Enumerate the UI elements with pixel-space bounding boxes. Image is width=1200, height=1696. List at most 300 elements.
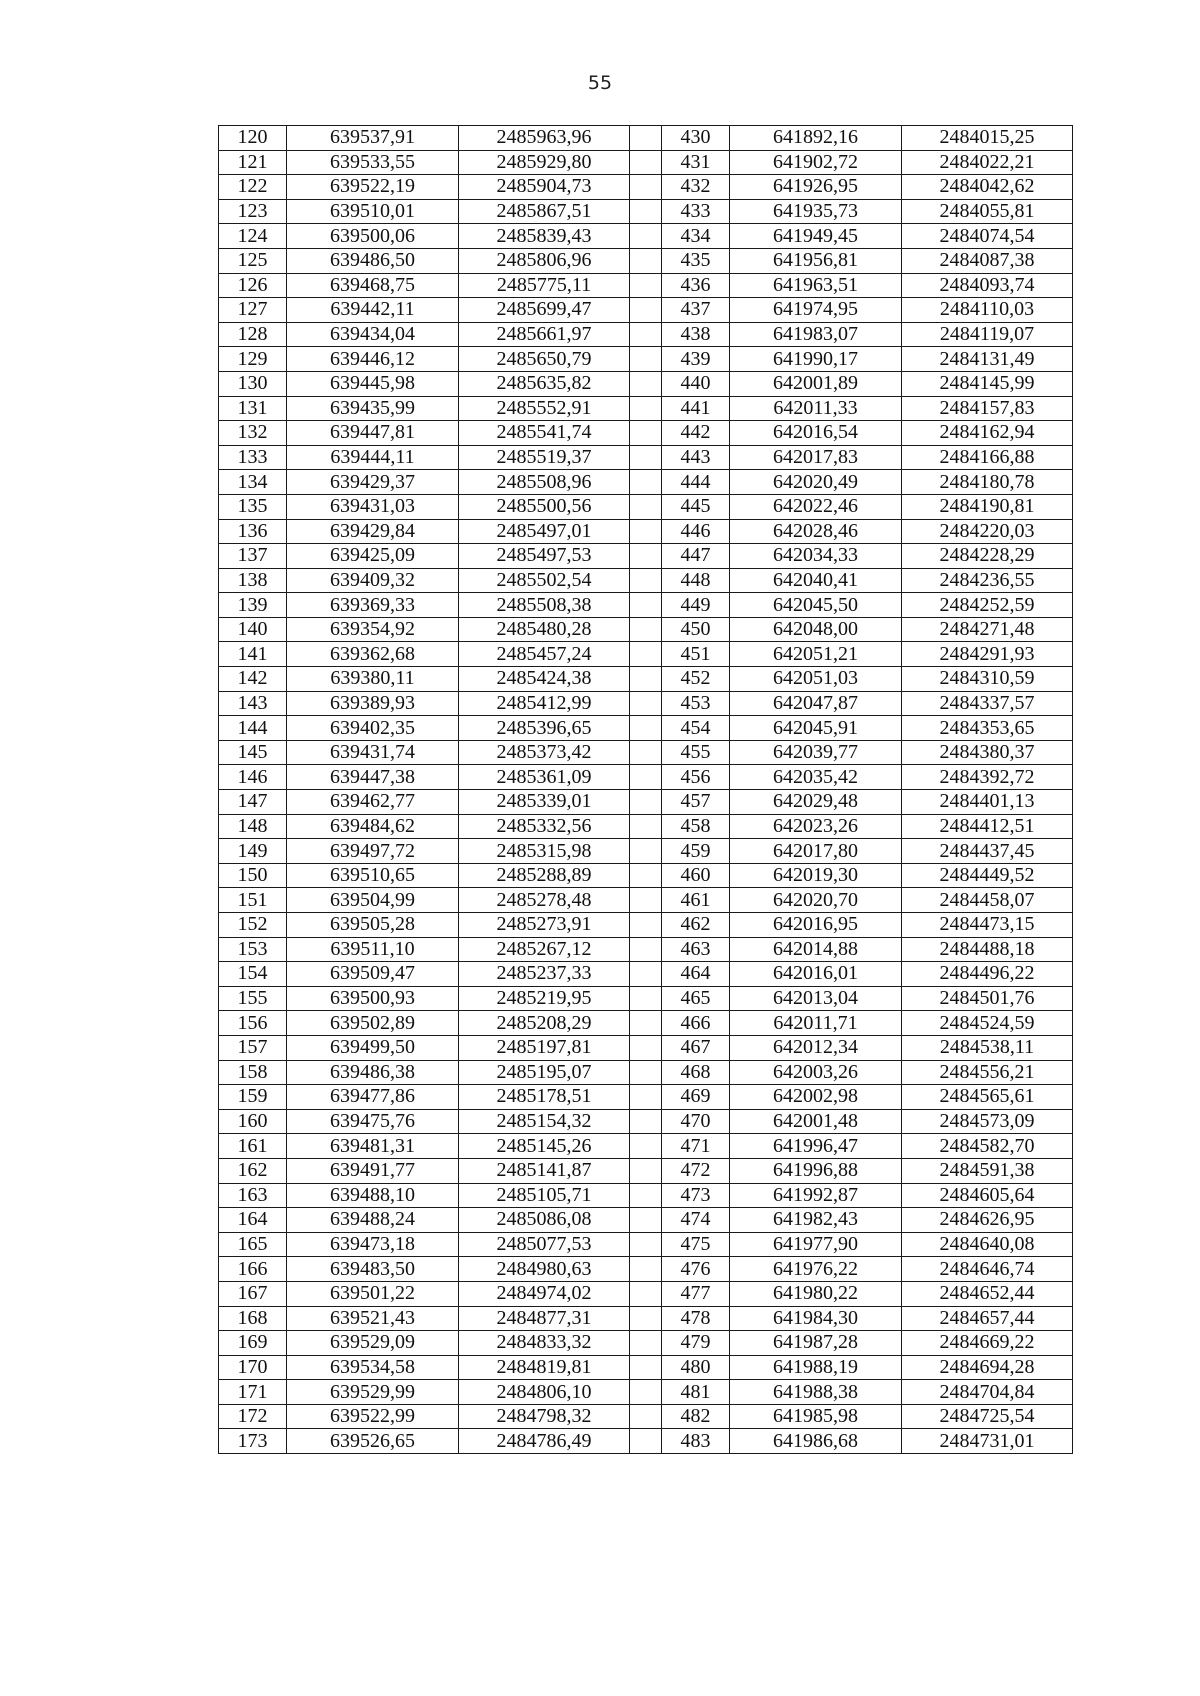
column-gap-cell (630, 322, 662, 347)
left-x-coordinate-cell: 639522,19 (287, 175, 459, 200)
left-x-coordinate-cell: 639446,12 (287, 347, 459, 372)
right-x-coordinate-cell: 642047,87 (730, 691, 902, 716)
left-y-coordinate-cell: 2485929,80 (459, 150, 630, 175)
left-point-number-cell: 160 (219, 1109, 287, 1134)
left-y-coordinate-cell: 2485197,81 (459, 1035, 630, 1060)
right-y-coordinate-cell: 2484380,37 (902, 740, 1073, 765)
column-gap-cell (630, 445, 662, 470)
right-y-coordinate-cell: 2484437,45 (902, 839, 1073, 864)
right-x-coordinate-cell: 641988,19 (730, 1355, 902, 1380)
left-y-coordinate-cell: 2485412,99 (459, 691, 630, 716)
right-y-coordinate-cell: 2484646,74 (902, 1257, 1073, 1282)
right-x-coordinate-cell: 641987,28 (730, 1331, 902, 1356)
left-point-number-cell: 169 (219, 1331, 287, 1356)
right-y-coordinate-cell: 2484353,65 (902, 716, 1073, 741)
right-x-coordinate-cell: 641984,30 (730, 1306, 902, 1331)
right-point-number-cell: 435 (662, 248, 730, 273)
right-x-coordinate-cell: 642017,80 (730, 839, 902, 864)
right-y-coordinate-cell: 2484190,81 (902, 494, 1073, 519)
left-point-number-cell: 146 (219, 765, 287, 790)
column-gap-cell (630, 1331, 662, 1356)
left-y-coordinate-cell: 2485519,37 (459, 445, 630, 470)
right-point-number-cell: 457 (662, 790, 730, 815)
left-y-coordinate-cell: 2485195,07 (459, 1060, 630, 1085)
right-point-number-cell: 468 (662, 1060, 730, 1085)
right-y-coordinate-cell: 2484162,94 (902, 421, 1073, 446)
right-y-coordinate-cell: 2484556,21 (902, 1060, 1073, 1085)
right-x-coordinate-cell: 642020,70 (730, 888, 902, 913)
left-point-number-cell: 152 (219, 913, 287, 938)
left-point-number-cell: 139 (219, 593, 287, 618)
left-x-coordinate-cell: 639484,62 (287, 814, 459, 839)
right-point-number-cell: 477 (662, 1281, 730, 1306)
left-y-coordinate-cell: 2485315,98 (459, 839, 630, 864)
table-row (219, 568, 1073, 593)
column-gap-cell (630, 986, 662, 1011)
left-x-coordinate-cell: 639486,50 (287, 248, 459, 273)
right-point-number-cell: 481 (662, 1380, 730, 1405)
right-point-number-cell: 451 (662, 642, 730, 667)
right-point-number-cell: 436 (662, 273, 730, 298)
table-row (219, 1060, 1073, 1085)
table-row (219, 1035, 1073, 1060)
left-y-coordinate-cell: 2485806,96 (459, 248, 630, 273)
table-row (219, 863, 1073, 888)
left-point-number-cell: 159 (219, 1085, 287, 1110)
right-point-number-cell: 437 (662, 298, 730, 323)
right-y-coordinate-cell: 2484015,25 (902, 126, 1073, 151)
right-point-number-cell: 439 (662, 347, 730, 372)
table-row (219, 519, 1073, 544)
left-x-coordinate-cell: 639491,77 (287, 1158, 459, 1183)
table-row (219, 150, 1073, 175)
left-y-coordinate-cell: 2485267,12 (459, 937, 630, 962)
right-x-coordinate-cell: 642012,34 (730, 1035, 902, 1060)
right-point-number-cell: 463 (662, 937, 730, 962)
left-x-coordinate-cell: 639429,37 (287, 470, 459, 495)
right-x-coordinate-cell: 641892,16 (730, 126, 902, 151)
left-y-coordinate-cell: 2484819,81 (459, 1355, 630, 1380)
right-point-number-cell: 441 (662, 396, 730, 421)
page-number: 55 (587, 72, 613, 94)
table-row (219, 740, 1073, 765)
left-x-coordinate-cell: 639522,99 (287, 1404, 459, 1429)
left-point-number-cell: 172 (219, 1404, 287, 1429)
left-point-number-cell: 153 (219, 937, 287, 962)
column-gap-cell (630, 740, 662, 765)
right-x-coordinate-cell: 641977,90 (730, 1232, 902, 1257)
column-gap-cell (630, 1183, 662, 1208)
table-row (219, 322, 1073, 347)
right-y-coordinate-cell: 2484093,74 (902, 273, 1073, 298)
left-x-coordinate-cell: 639486,38 (287, 1060, 459, 1085)
right-x-coordinate-cell: 641980,22 (730, 1281, 902, 1306)
left-x-coordinate-cell: 639354,92 (287, 617, 459, 642)
left-x-coordinate-cell: 639442,11 (287, 298, 459, 323)
right-point-number-cell: 479 (662, 1331, 730, 1356)
right-x-coordinate-cell: 642016,95 (730, 913, 902, 938)
right-y-coordinate-cell: 2484694,28 (902, 1355, 1073, 1380)
left-point-number-cell: 148 (219, 814, 287, 839)
left-x-coordinate-cell: 639431,74 (287, 740, 459, 765)
left-y-coordinate-cell: 2485332,56 (459, 814, 630, 839)
right-y-coordinate-cell: 2484087,38 (902, 248, 1073, 273)
right-y-coordinate-cell: 2484582,70 (902, 1134, 1073, 1159)
column-gap-cell (630, 519, 662, 544)
right-x-coordinate-cell: 641983,07 (730, 322, 902, 347)
right-x-coordinate-cell: 642048,00 (730, 617, 902, 642)
left-point-number-cell: 126 (219, 273, 287, 298)
column-gap-cell (630, 1257, 662, 1282)
right-x-coordinate-cell: 642014,88 (730, 937, 902, 962)
table-row (219, 716, 1073, 741)
table-row (219, 347, 1073, 372)
table-row (219, 839, 1073, 864)
left-x-coordinate-cell: 639501,22 (287, 1281, 459, 1306)
left-x-coordinate-cell: 639502,89 (287, 1011, 459, 1036)
left-point-number-cell: 138 (219, 568, 287, 593)
right-y-coordinate-cell: 2484074,54 (902, 224, 1073, 249)
right-x-coordinate-cell: 641926,95 (730, 175, 902, 200)
column-gap-cell (630, 396, 662, 421)
left-y-coordinate-cell: 2485396,65 (459, 716, 630, 741)
table-row (219, 667, 1073, 692)
right-x-coordinate-cell: 641974,95 (730, 298, 902, 323)
right-x-coordinate-cell: 642040,41 (730, 568, 902, 593)
left-x-coordinate-cell: 639534,58 (287, 1355, 459, 1380)
coordinates-table (218, 125, 1073, 1454)
left-point-number-cell: 135 (219, 494, 287, 519)
right-point-number-cell: 464 (662, 962, 730, 987)
column-gap-cell (630, 199, 662, 224)
right-y-coordinate-cell: 2484449,52 (902, 863, 1073, 888)
column-gap-cell (630, 888, 662, 913)
left-point-number-cell: 136 (219, 519, 287, 544)
column-gap-cell (630, 1011, 662, 1036)
left-point-number-cell: 124 (219, 224, 287, 249)
right-point-number-cell: 475 (662, 1232, 730, 1257)
left-x-coordinate-cell: 639473,18 (287, 1232, 459, 1257)
right-point-number-cell: 478 (662, 1306, 730, 1331)
left-x-coordinate-cell: 639499,50 (287, 1035, 459, 1060)
left-point-number-cell: 123 (219, 199, 287, 224)
left-x-coordinate-cell: 639475,76 (287, 1109, 459, 1134)
column-gap-cell (630, 1232, 662, 1257)
left-point-number-cell: 173 (219, 1429, 287, 1454)
table-row (219, 1011, 1073, 1036)
column-gap-cell (630, 863, 662, 888)
left-point-number-cell: 147 (219, 790, 287, 815)
left-x-coordinate-cell: 639488,10 (287, 1183, 459, 1208)
left-x-coordinate-cell: 639529,99 (287, 1380, 459, 1405)
left-x-coordinate-cell: 639462,77 (287, 790, 459, 815)
column-gap-cell (630, 371, 662, 396)
table-row (219, 1429, 1073, 1454)
column-gap-cell (630, 642, 662, 667)
right-y-coordinate-cell: 2484488,18 (902, 937, 1073, 962)
right-y-coordinate-cell: 2484704,84 (902, 1380, 1073, 1405)
right-x-coordinate-cell: 642003,26 (730, 1060, 902, 1085)
right-x-coordinate-cell: 642016,54 (730, 421, 902, 446)
left-point-number-cell: 141 (219, 642, 287, 667)
right-point-number-cell: 433 (662, 199, 730, 224)
left-x-coordinate-cell: 639537,91 (287, 126, 459, 151)
table-row (219, 1380, 1073, 1405)
table-row (219, 617, 1073, 642)
left-y-coordinate-cell: 2485361,09 (459, 765, 630, 790)
table-row (219, 470, 1073, 495)
right-x-coordinate-cell: 642011,71 (730, 1011, 902, 1036)
right-x-coordinate-cell: 642039,77 (730, 740, 902, 765)
right-x-coordinate-cell: 642001,89 (730, 371, 902, 396)
right-x-coordinate-cell: 641988,38 (730, 1380, 902, 1405)
right-y-coordinate-cell: 2484145,99 (902, 371, 1073, 396)
right-x-coordinate-cell: 642022,46 (730, 494, 902, 519)
right-x-coordinate-cell: 642002,98 (730, 1085, 902, 1110)
right-point-number-cell: 459 (662, 839, 730, 864)
column-gap-cell (630, 126, 662, 151)
right-y-coordinate-cell: 2484640,08 (902, 1232, 1073, 1257)
right-point-number-cell: 445 (662, 494, 730, 519)
left-point-number-cell: 161 (219, 1134, 287, 1159)
column-gap-cell (630, 1429, 662, 1454)
right-point-number-cell: 471 (662, 1134, 730, 1159)
table-row (219, 1257, 1073, 1282)
left-y-coordinate-cell: 2485500,56 (459, 494, 630, 519)
left-x-coordinate-cell: 639380,11 (287, 667, 459, 692)
column-gap-cell (630, 790, 662, 815)
left-y-coordinate-cell: 2485508,96 (459, 470, 630, 495)
left-y-coordinate-cell: 2484974,02 (459, 1281, 630, 1306)
table-row (219, 371, 1073, 396)
right-y-coordinate-cell: 2484228,29 (902, 544, 1073, 569)
right-point-number-cell: 450 (662, 617, 730, 642)
right-y-coordinate-cell: 2484731,01 (902, 1429, 1073, 1454)
right-x-coordinate-cell: 642023,26 (730, 814, 902, 839)
right-x-coordinate-cell: 642035,42 (730, 765, 902, 790)
right-x-coordinate-cell: 642045,91 (730, 716, 902, 741)
left-point-number-cell: 162 (219, 1158, 287, 1183)
table-row (219, 1183, 1073, 1208)
left-y-coordinate-cell: 2485904,73 (459, 175, 630, 200)
right-y-coordinate-cell: 2484291,93 (902, 642, 1073, 667)
table-row (219, 248, 1073, 273)
right-point-number-cell: 462 (662, 913, 730, 938)
left-point-number-cell: 140 (219, 617, 287, 642)
left-y-coordinate-cell: 2485508,38 (459, 593, 630, 618)
right-x-coordinate-cell: 641990,17 (730, 347, 902, 372)
right-point-number-cell: 473 (662, 1183, 730, 1208)
left-y-coordinate-cell: 2484786,49 (459, 1429, 630, 1454)
right-x-coordinate-cell: 642019,30 (730, 863, 902, 888)
left-x-coordinate-cell: 639497,72 (287, 839, 459, 864)
table-row (219, 765, 1073, 790)
right-y-coordinate-cell: 2484565,61 (902, 1085, 1073, 1110)
left-point-number-cell: 163 (219, 1183, 287, 1208)
left-y-coordinate-cell: 2485839,43 (459, 224, 630, 249)
column-gap-cell (630, 150, 662, 175)
left-x-coordinate-cell: 639510,01 (287, 199, 459, 224)
table-row (219, 888, 1073, 913)
right-y-coordinate-cell: 2484538,11 (902, 1035, 1073, 1060)
left-x-coordinate-cell: 639435,99 (287, 396, 459, 421)
table-row (219, 1306, 1073, 1331)
right-point-number-cell: 452 (662, 667, 730, 692)
left-y-coordinate-cell: 2485154,32 (459, 1109, 630, 1134)
left-x-coordinate-cell: 639510,65 (287, 863, 459, 888)
column-gap-cell (630, 937, 662, 962)
left-y-coordinate-cell: 2484877,31 (459, 1306, 630, 1331)
left-point-number-cell: 168 (219, 1306, 287, 1331)
left-x-coordinate-cell: 639447,81 (287, 421, 459, 446)
right-point-number-cell: 465 (662, 986, 730, 1011)
right-point-number-cell: 461 (662, 888, 730, 913)
left-point-number-cell: 137 (219, 544, 287, 569)
right-point-number-cell: 442 (662, 421, 730, 446)
right-y-coordinate-cell: 2484501,76 (902, 986, 1073, 1011)
left-y-coordinate-cell: 2485661,97 (459, 322, 630, 347)
left-point-number-cell: 143 (219, 691, 287, 716)
right-x-coordinate-cell: 642034,33 (730, 544, 902, 569)
left-x-coordinate-cell: 639444,11 (287, 445, 459, 470)
table-row (219, 986, 1073, 1011)
right-y-coordinate-cell: 2484337,57 (902, 691, 1073, 716)
left-y-coordinate-cell: 2485086,08 (459, 1208, 630, 1233)
right-y-coordinate-cell: 2484605,64 (902, 1183, 1073, 1208)
table-row (219, 937, 1073, 962)
right-x-coordinate-cell: 642051,03 (730, 667, 902, 692)
right-point-number-cell: 455 (662, 740, 730, 765)
left-x-coordinate-cell: 639389,93 (287, 691, 459, 716)
left-y-coordinate-cell: 2484833,32 (459, 1331, 630, 1356)
left-y-coordinate-cell: 2485424,38 (459, 667, 630, 692)
right-point-number-cell: 454 (662, 716, 730, 741)
left-y-coordinate-cell: 2485502,54 (459, 568, 630, 593)
left-y-coordinate-cell: 2485373,42 (459, 740, 630, 765)
right-point-number-cell: 469 (662, 1085, 730, 1110)
column-gap-cell (630, 765, 662, 790)
left-x-coordinate-cell: 639504,99 (287, 888, 459, 913)
table-row (219, 1281, 1073, 1306)
right-x-coordinate-cell: 641992,87 (730, 1183, 902, 1208)
right-y-coordinate-cell: 2484157,83 (902, 396, 1073, 421)
left-point-number-cell: 128 (219, 322, 287, 347)
left-y-coordinate-cell: 2485650,79 (459, 347, 630, 372)
left-y-coordinate-cell: 2485219,95 (459, 986, 630, 1011)
right-y-coordinate-cell: 2484131,49 (902, 347, 1073, 372)
table-row (219, 814, 1073, 839)
table-row (219, 913, 1073, 938)
right-y-coordinate-cell: 2484392,72 (902, 765, 1073, 790)
coordinates-table-body (219, 126, 1073, 1454)
right-y-coordinate-cell: 2484180,78 (902, 470, 1073, 495)
left-y-coordinate-cell: 2485497,53 (459, 544, 630, 569)
left-y-coordinate-cell: 2485541,74 (459, 421, 630, 446)
right-y-coordinate-cell: 2484473,15 (902, 913, 1073, 938)
left-x-coordinate-cell: 639445,98 (287, 371, 459, 396)
table-row (219, 790, 1073, 815)
left-y-coordinate-cell: 2485480,28 (459, 617, 630, 642)
left-point-number-cell: 150 (219, 863, 287, 888)
left-x-coordinate-cell: 639425,09 (287, 544, 459, 569)
table-row (219, 1232, 1073, 1257)
left-y-coordinate-cell: 2485457,24 (459, 642, 630, 667)
left-point-number-cell: 125 (219, 248, 287, 273)
right-point-number-cell: 440 (662, 371, 730, 396)
right-x-coordinate-cell: 642028,46 (730, 519, 902, 544)
left-x-coordinate-cell: 639431,03 (287, 494, 459, 519)
left-y-coordinate-cell: 2485288,89 (459, 863, 630, 888)
right-point-number-cell: 448 (662, 568, 730, 593)
left-point-number-cell: 171 (219, 1380, 287, 1405)
left-point-number-cell: 133 (219, 445, 287, 470)
right-y-coordinate-cell: 2484652,44 (902, 1281, 1073, 1306)
left-point-number-cell: 130 (219, 371, 287, 396)
column-gap-cell (630, 175, 662, 200)
column-gap-cell (630, 1355, 662, 1380)
column-gap-cell (630, 617, 662, 642)
column-gap-cell (630, 667, 662, 692)
left-y-coordinate-cell: 2485867,51 (459, 199, 630, 224)
right-y-coordinate-cell: 2484110,03 (902, 298, 1073, 323)
right-x-coordinate-cell: 641996,88 (730, 1158, 902, 1183)
right-y-coordinate-cell: 2484412,51 (902, 814, 1073, 839)
column-gap-cell (630, 691, 662, 716)
table-row (219, 593, 1073, 618)
table-row (219, 1134, 1073, 1159)
right-x-coordinate-cell: 642029,48 (730, 790, 902, 815)
right-y-coordinate-cell: 2484220,03 (902, 519, 1073, 544)
right-x-coordinate-cell: 641956,81 (730, 248, 902, 273)
right-point-number-cell: 458 (662, 814, 730, 839)
left-y-coordinate-cell: 2485237,33 (459, 962, 630, 987)
left-point-number-cell: 155 (219, 986, 287, 1011)
left-x-coordinate-cell: 639509,47 (287, 962, 459, 987)
table-row (219, 1085, 1073, 1110)
right-y-coordinate-cell: 2484271,48 (902, 617, 1073, 642)
column-gap-cell (630, 421, 662, 446)
column-gap-cell (630, 1085, 662, 1110)
left-point-number-cell: 144 (219, 716, 287, 741)
left-x-coordinate-cell: 639529,09 (287, 1331, 459, 1356)
right-point-number-cell: 453 (662, 691, 730, 716)
table-row (219, 224, 1073, 249)
column-gap-cell (630, 568, 662, 593)
right-point-number-cell: 430 (662, 126, 730, 151)
table-row (219, 1208, 1073, 1233)
left-x-coordinate-cell: 639488,24 (287, 1208, 459, 1233)
right-x-coordinate-cell: 641963,51 (730, 273, 902, 298)
column-gap-cell (630, 962, 662, 987)
left-x-coordinate-cell: 639402,35 (287, 716, 459, 741)
left-x-coordinate-cell: 639505,28 (287, 913, 459, 938)
right-point-number-cell: 466 (662, 1011, 730, 1036)
left-x-coordinate-cell: 639429,84 (287, 519, 459, 544)
right-y-coordinate-cell: 2484458,07 (902, 888, 1073, 913)
table-row (219, 445, 1073, 470)
left-y-coordinate-cell: 2485278,48 (459, 888, 630, 913)
column-gap-cell (630, 224, 662, 249)
left-point-number-cell: 157 (219, 1035, 287, 1060)
left-y-coordinate-cell: 2485963,96 (459, 126, 630, 151)
right-y-coordinate-cell: 2484119,07 (902, 322, 1073, 347)
left-point-number-cell: 129 (219, 347, 287, 372)
left-x-coordinate-cell: 639481,31 (287, 1134, 459, 1159)
column-gap-cell (630, 470, 662, 495)
left-x-coordinate-cell: 639362,68 (287, 642, 459, 667)
column-gap-cell (630, 1404, 662, 1429)
left-point-number-cell: 151 (219, 888, 287, 913)
